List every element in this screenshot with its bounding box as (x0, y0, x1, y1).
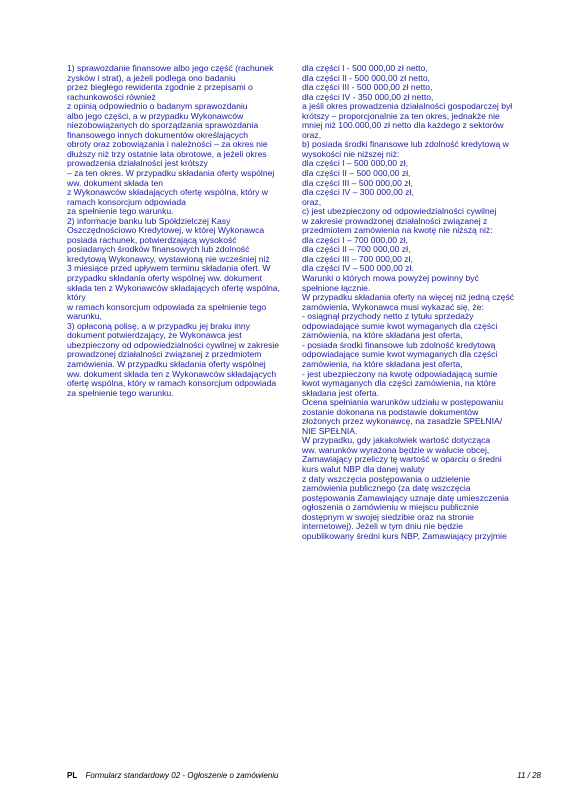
text-line: dla części III – 500 000,00 zł, (302, 177, 413, 188)
text-line: ww. warunków wyrażona będzie w walucie obcej, (302, 444, 490, 455)
text-line: dla części IV – 500 000,00 zł. (302, 263, 414, 274)
text-line: NIE SPEŁNIA. (302, 425, 358, 436)
text-line: warunku, (67, 311, 102, 322)
text-line: zamówienia, na które składana jest oferta, (302, 330, 463, 341)
text-line: Warunki o których mowa powyżej powinny być (302, 273, 479, 284)
text-line: opublikowany średni kurs NBP, Zamawiający przyjmie (302, 530, 507, 541)
text-line: niezobowiązanych do sporządzania sprawozdania (67, 120, 259, 131)
footer-form-title: Formularz standardowy 02 - Ogłoszenie o zamówieniu (85, 771, 279, 780)
text-line: Zamawiający przeliczy tę wartość w oparciu o średni (302, 454, 502, 465)
text-line: - jest ubezpieczony na kwotę odpowiadającą sumie (302, 368, 498, 379)
text-line: składa ten z Wykonawców składających ofertę wspólna, (67, 282, 280, 293)
text-line: mniej niż 100.000,00 zł netto dla każdego z sektorów (302, 120, 504, 131)
text-line: W przypadku, gdy jakakolwiek wartość dotycząca (302, 435, 491, 446)
text-line: kurs walut NBP dla danej waluty (302, 463, 425, 474)
text-line: ubezpieczony od odpowiedzialności cywilnej w zakresie (67, 339, 280, 350)
text-line: w zakresie prowadzonej działalności związanej z (302, 215, 488, 226)
text-line: Oszczędnościowo Kredytowej, w której Wykonawca (67, 225, 265, 236)
text-line: finansowego innych dokumentów określających (67, 129, 249, 140)
text-line: 1) sprawozdanie finansowe albo jego część (rachunek (67, 63, 274, 73)
text-line: za spełnienie tego warunku. (67, 206, 174, 217)
text-line: postępowania Zamawiający uznaje datę umieszczenia (302, 492, 509, 503)
text-line: kredytową Wykonawcy, wystawioną nie wcześniej niż (67, 253, 270, 264)
text-line: dokument potwierdzający, że Wykonawca jest (67, 330, 242, 341)
text-line: c) jest ubezpieczony od odpowiedzialności cywilnej (302, 206, 497, 217)
text-line: oraz, (302, 196, 322, 207)
text-line: który (67, 292, 86, 303)
right-column (302, 64, 542, 541)
text-line: ofertę wspólna, który w ramach konsorcjum odpowiada (67, 378, 277, 389)
text-line: przez biegłego rewidenta zgodnie z przepisami o (67, 82, 253, 93)
text-line: dla części II – 700 000,00 zł, (302, 244, 411, 255)
text-line: albo jego części, a w przypadku Wykonawców (67, 110, 244, 121)
left-column (67, 64, 305, 398)
text-line: prowadzenia działalności jest krótszy (67, 158, 208, 169)
text-line: odpowiadające sumie kwot wymaganych dla części (302, 349, 498, 360)
text-line: dla części II - 500 000,00 zł netto, (302, 72, 431, 83)
text-line: z Wykonawców składających ofertę wspólna, który w (67, 187, 269, 198)
text-line: prowadzonej działalności związanej z przedmiotem (67, 349, 262, 360)
text-line: – za ten okres. W przypadku składania oferty wspólnej (67, 168, 275, 179)
text-line: złożonych przez wykonawcę, na zasadzie SPEŁNIA/ (302, 416, 503, 427)
text-line: dostępnym w swojej siedzibie oraz na stronie (302, 511, 474, 522)
text-line: - posiada środki finansowe lub zdolność kredytową (302, 339, 496, 350)
text-line: ogłoszenia o zamówieniu w miejscu publicznie (302, 502, 479, 513)
text-line: spełnione łącznie. (302, 282, 371, 293)
text-line: ramach konsorcjum odpowiada (67, 196, 186, 207)
text-line: dla części I – 700 000,00 zł, (302, 234, 409, 245)
text-line: 3 miesiące przed upływem terminu składania ofert. W (67, 263, 271, 274)
text-line: wysokości nie niższej niż: (302, 148, 400, 159)
text-line: odpowiadające sumie kwot wymaganych dla części (302, 320, 498, 331)
text-line: obroty oraz zobowiązania i należności – za okres nie (67, 139, 268, 150)
text-line: ww. dokument składa ten z Wykonawców składających (67, 368, 277, 379)
text-line: z opinią odpowiednio o badanym sprawozdaniu (67, 101, 248, 112)
text-line: dłuższy niż trzy ostatnie lata obrotowe, a jeżeli okres (67, 148, 267, 159)
text-line: zamówienia, Wykonawca musi wykazać się, że: (302, 301, 484, 312)
text-line: internetowej). Jeżeli w tym dniu nie będzie (302, 521, 463, 532)
text-line: kwot wymaganych dla części zamówienia, na które (302, 378, 496, 389)
text-line: ww. dokument składa ten (67, 177, 164, 188)
page-footer (67, 771, 541, 780)
text-line: w ramach konsorcjum odpowiada za spełnienie tego (67, 301, 267, 312)
text-line: rachunkowości również (67, 91, 156, 102)
text-line: krótszy – proporcjonalnie za ten okres, jednakże nie (302, 110, 500, 121)
text-line: za spełnienie tego warunku. (67, 387, 174, 398)
text-line: przypadku składania oferty wspólnej ww. dokument (67, 273, 262, 284)
text-line: dla części III – 700 000,00 zł, (302, 253, 413, 264)
text-line: b) posiada środki finansowe lub zdolność kredytową w (302, 139, 509, 150)
text-line: a jeśli okres prowadzenia działalności gospodarczej był (302, 101, 513, 112)
text-line: zamówienia, na które składana jest oferta, (302, 358, 463, 369)
text-line: - osiągnął przychody netto z tytułu sprzedaży (302, 311, 474, 322)
text-line: posiada rachunek, potwierdzającą wysokość (67, 234, 237, 245)
text-line: dla części IV - 350 000,00 zł netto, (302, 91, 434, 102)
text-line: W przypadku składania oferty na więcej niż jedną część (302, 292, 515, 303)
text-line: zostanie dokonana na podstawie dokumentów (302, 406, 479, 417)
text-line: z daty wszczęcia postępowania o udzielenie (302, 473, 471, 484)
text-line: 3) opłaconą polisę, a w przypadku jej braku inny (67, 320, 250, 331)
text-line: Ocena spełniania warunków udziału w postępowaniu (302, 397, 504, 408)
text-line: zamówienia. W przypadku składania oferty wspólnej (67, 358, 266, 369)
text-line: zamówienia publicznego (za datę wszczęcia (302, 483, 471, 494)
text-line: dla części I - 500 000,00 zł netto, (302, 63, 428, 73)
text-line: dla części III - 500 000,00 zł netto, (302, 82, 433, 93)
footer-page-number: 11 / 28 (517, 771, 541, 780)
footer-language: PL (67, 771, 78, 780)
text-line: dla części II – 500 000,00 zł, (302, 168, 411, 179)
text-line: przedmiotem zamówienia na kwotę nie niższą niż: (302, 225, 493, 236)
text-line: dla części I – 500 000,00 zł, (302, 158, 409, 169)
text-line: oraz, (302, 129, 322, 140)
text-line: posiadanych środków finansowych lub zdolność (67, 244, 250, 255)
text-line: 2) informacje banku lub Spółdzielczej Kasy (67, 215, 231, 226)
text-line: składana jest oferta. (302, 387, 379, 398)
text-line: zysków i strat), a jeżeli podlega ono badaniu (67, 72, 236, 83)
text-line: dla części IV – 300 000,00 zł, (302, 187, 414, 198)
